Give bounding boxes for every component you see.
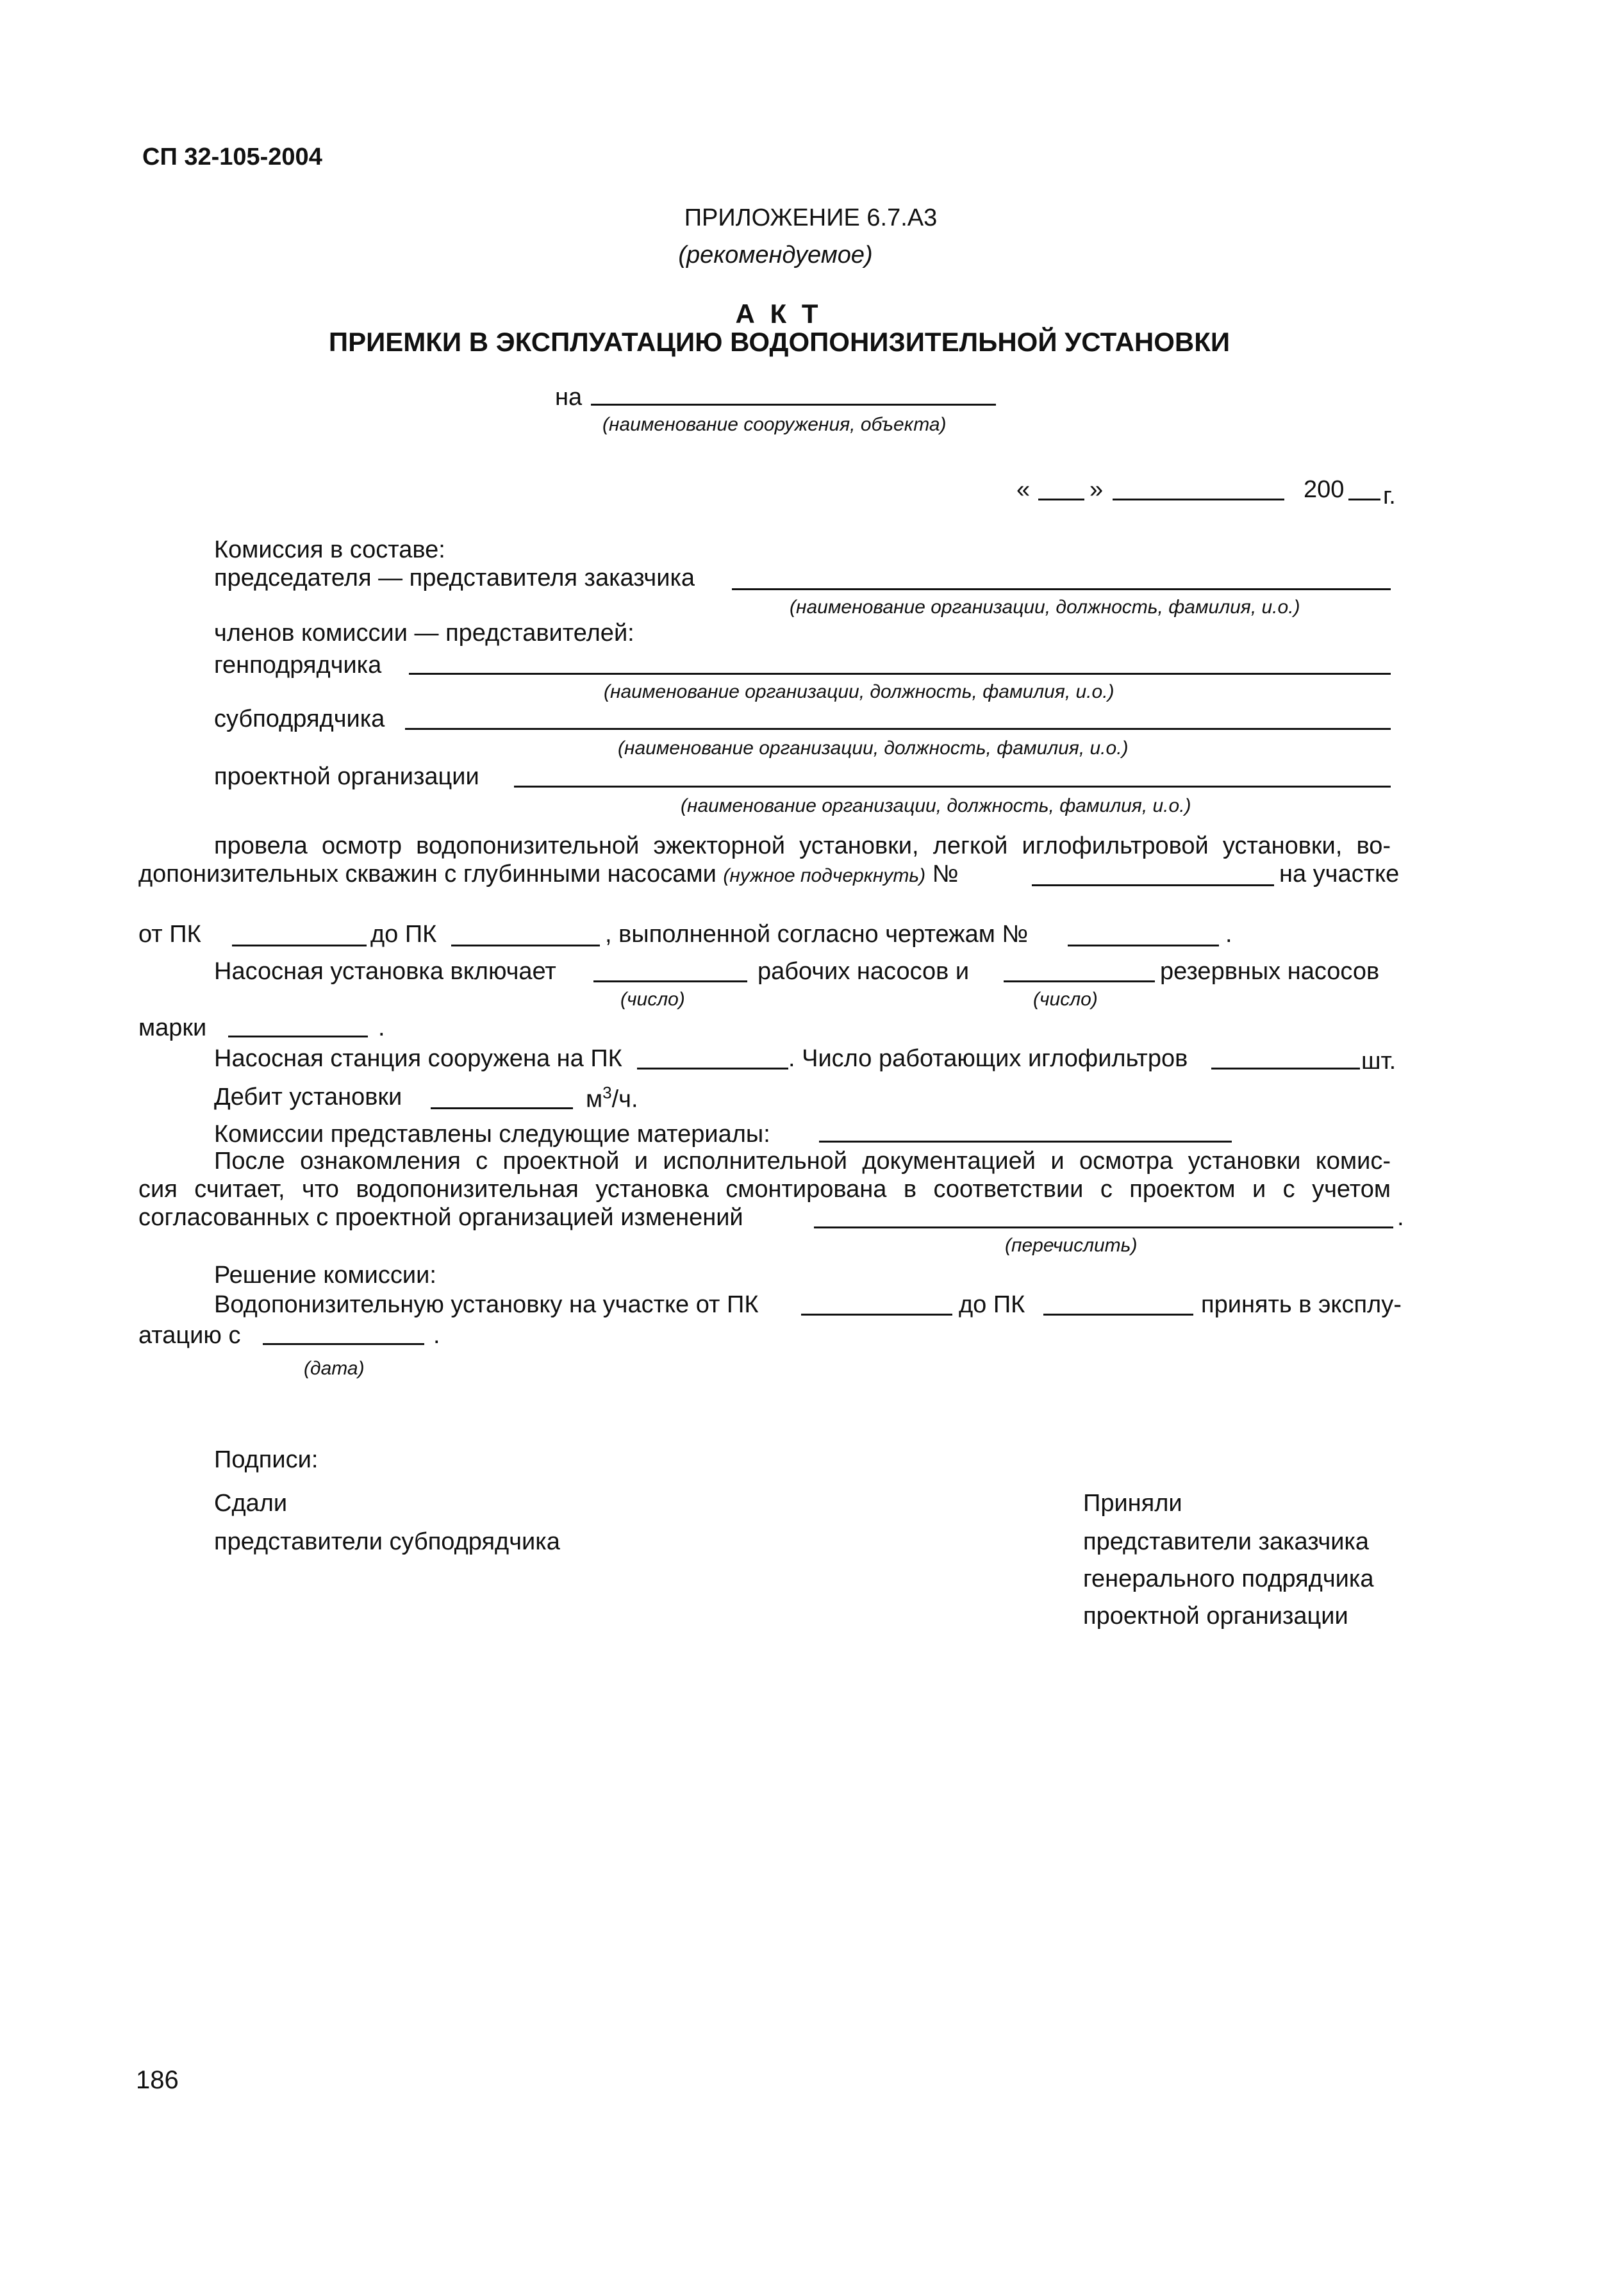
inspection-note: (нужное подчеркнуть) xyxy=(723,865,926,886)
appendix-status: (рекомендуемое) xyxy=(678,242,873,268)
from-pk-label: от ПК xyxy=(138,921,201,948)
wellpoints-unit: шт. xyxy=(1361,1048,1396,1075)
inspection-line-2 xyxy=(138,860,958,889)
page-number: 186 xyxy=(136,2066,179,2094)
flow-field[interactable] xyxy=(431,1107,573,1109)
date-month-field[interactable] xyxy=(1113,499,1284,500)
flow-unit-base: м xyxy=(586,1086,603,1113)
conclusion-line-3: согласованных с проектной организацией изменений xyxy=(138,1204,743,1231)
changes-caption: (перечислить) xyxy=(1005,1235,1138,1256)
object-prefix: на xyxy=(555,384,583,411)
date-year-prefix: 200 xyxy=(1304,476,1345,503)
brand-period: . xyxy=(378,1014,385,1041)
act-title: А К Т xyxy=(735,299,822,329)
brand-label: марки xyxy=(138,1014,207,1041)
date-open-quote: « xyxy=(1016,476,1031,503)
general-contractor-field[interactable] xyxy=(409,673,1391,675)
working-number-caption: (число) xyxy=(620,989,685,1010)
pumps-working-label: рабочих насосов и xyxy=(758,958,970,985)
decision-to-pk-field[interactable] xyxy=(1043,1314,1193,1316)
decision-from-pk-field[interactable] xyxy=(801,1314,952,1316)
date-close-quote: » xyxy=(1090,476,1104,503)
inspection-line-2-end: на участке xyxy=(1279,861,1400,888)
object-name-field[interactable] xyxy=(591,404,996,406)
wellpoints-count-field[interactable] xyxy=(1211,1068,1360,1069)
handed-over-subcontractor: представители субподрядчика xyxy=(214,1528,560,1555)
flow-label: Дебит установки xyxy=(214,1084,402,1111)
chairman-field[interactable] xyxy=(732,588,1391,590)
to-pk-label: до ПК xyxy=(370,921,437,948)
reserve-number-caption: (число) xyxy=(1033,989,1098,1010)
act-subtitle: ПРИЕМКИ В ЭКСПЛУАТАЦИЮ ВОДОПОНИЗИТЕЛЬНОЙ УСТАНОВКИ xyxy=(328,327,1230,357)
chairman-caption: (наименование организации, должность, фамилия, и.о.) xyxy=(790,597,1300,618)
general-contractor-label: генподрядчика xyxy=(214,652,382,679)
conclusion-line-1: После ознакомления с проектной и исполнительной документацией и осмотра установки комис- xyxy=(214,1148,1391,1175)
accepted-customer: представители заказчика xyxy=(1083,1528,1370,1555)
appendix-label: ПРИЛОЖЕНИЕ 6.7.А3 xyxy=(684,204,938,231)
reserve-pumps-field[interactable] xyxy=(1004,980,1155,982)
accepted-title: Приняли xyxy=(1083,1490,1182,1517)
design-org-field[interactable] xyxy=(514,786,1391,788)
inspection-number-sign: № xyxy=(932,861,959,888)
decision-text-2: до ПК xyxy=(959,1291,1025,1318)
date-year-suffix: г. xyxy=(1383,483,1396,509)
document-code: СП 32-105-2004 xyxy=(142,144,322,170)
design-org-caption: (наименование организации, должность, фамилия, и.о.) xyxy=(681,795,1191,816)
subcontractor-field[interactable] xyxy=(405,728,1391,730)
station-pk-field[interactable] xyxy=(637,1068,788,1069)
pumps-reserve-label: резервных насосов xyxy=(1160,958,1380,985)
design-org-label: проектной организации xyxy=(214,763,479,790)
date-year-field[interactable] xyxy=(1348,499,1380,500)
handed-over-title: Сдали xyxy=(214,1490,288,1517)
general-contractor-caption: (наименование организации, должность, фамилия, и.о.) xyxy=(604,681,1114,702)
decision-text-3: принять в эксплу- xyxy=(1201,1291,1402,1318)
flow-unit-sup: 3 xyxy=(602,1083,612,1102)
installation-number-field[interactable] xyxy=(1032,884,1274,886)
station-label: Насосная станция сооружена на ПК xyxy=(214,1045,622,1072)
flow-unit xyxy=(586,1083,638,1114)
chairman-label: председателя — представителя заказчика xyxy=(214,565,695,591)
to-pk-field[interactable] xyxy=(451,945,600,946)
decision-line-2: атацию с xyxy=(138,1322,241,1349)
from-pk-field[interactable] xyxy=(232,945,367,946)
pumps-intro: Насосная установка включает xyxy=(214,958,556,985)
decision-title: Решение комиссии: xyxy=(214,1262,436,1289)
decision-period: . xyxy=(433,1322,440,1349)
signatures-title: Подписи: xyxy=(214,1446,319,1473)
decision-date-caption: (дата) xyxy=(304,1358,365,1379)
object-caption: (наименование сооружения, объекта) xyxy=(602,414,947,435)
members-label: членов комиссии — представителей: xyxy=(214,620,634,647)
accepted-general-contractor: генерального подрядчика xyxy=(1083,1565,1374,1592)
accepted-design-org: проектной организации xyxy=(1083,1603,1348,1630)
drawings-period: . xyxy=(1225,921,1232,948)
changes-field[interactable] xyxy=(814,1226,1393,1228)
drawings-label: , выполненной согласно чертежам № xyxy=(605,921,1029,948)
materials-field[interactable] xyxy=(819,1141,1232,1143)
inspection-line-1: провела осмотр водопонизительной эжекторной установки, легкой иглофильтровой установки, во- xyxy=(214,832,1391,859)
conclusion-line-2: сия считает, что водопонизительная установка смонтирована в соответствии с проектом и с учетом xyxy=(138,1176,1391,1203)
subcontractor-label: субподрядчика xyxy=(214,706,385,732)
flow-unit-rest: /ч. xyxy=(611,1086,638,1113)
subcontractor-caption: (наименование организации, должность, фамилия, и.о.) xyxy=(618,738,1129,759)
conclusion-period: . xyxy=(1397,1204,1404,1231)
decision-text-1: Водопонизительную установку на участке от ПК xyxy=(214,1291,759,1318)
materials-label: Комиссии представлены следующие материалы: xyxy=(214,1121,770,1148)
date-day-field[interactable] xyxy=(1038,499,1084,500)
commission-intro: Комиссия в составе: xyxy=(214,536,445,563)
working-pumps-field[interactable] xyxy=(593,980,747,982)
drawings-number-field[interactable] xyxy=(1068,945,1219,946)
decision-date-field[interactable] xyxy=(263,1343,424,1345)
brand-field[interactable] xyxy=(228,1036,368,1037)
wellpoints-count-label: . Число работающих иглофильтров xyxy=(788,1045,1188,1072)
inspection-line-2-text: допонизительных скважин с глубинными насосами xyxy=(138,861,717,888)
